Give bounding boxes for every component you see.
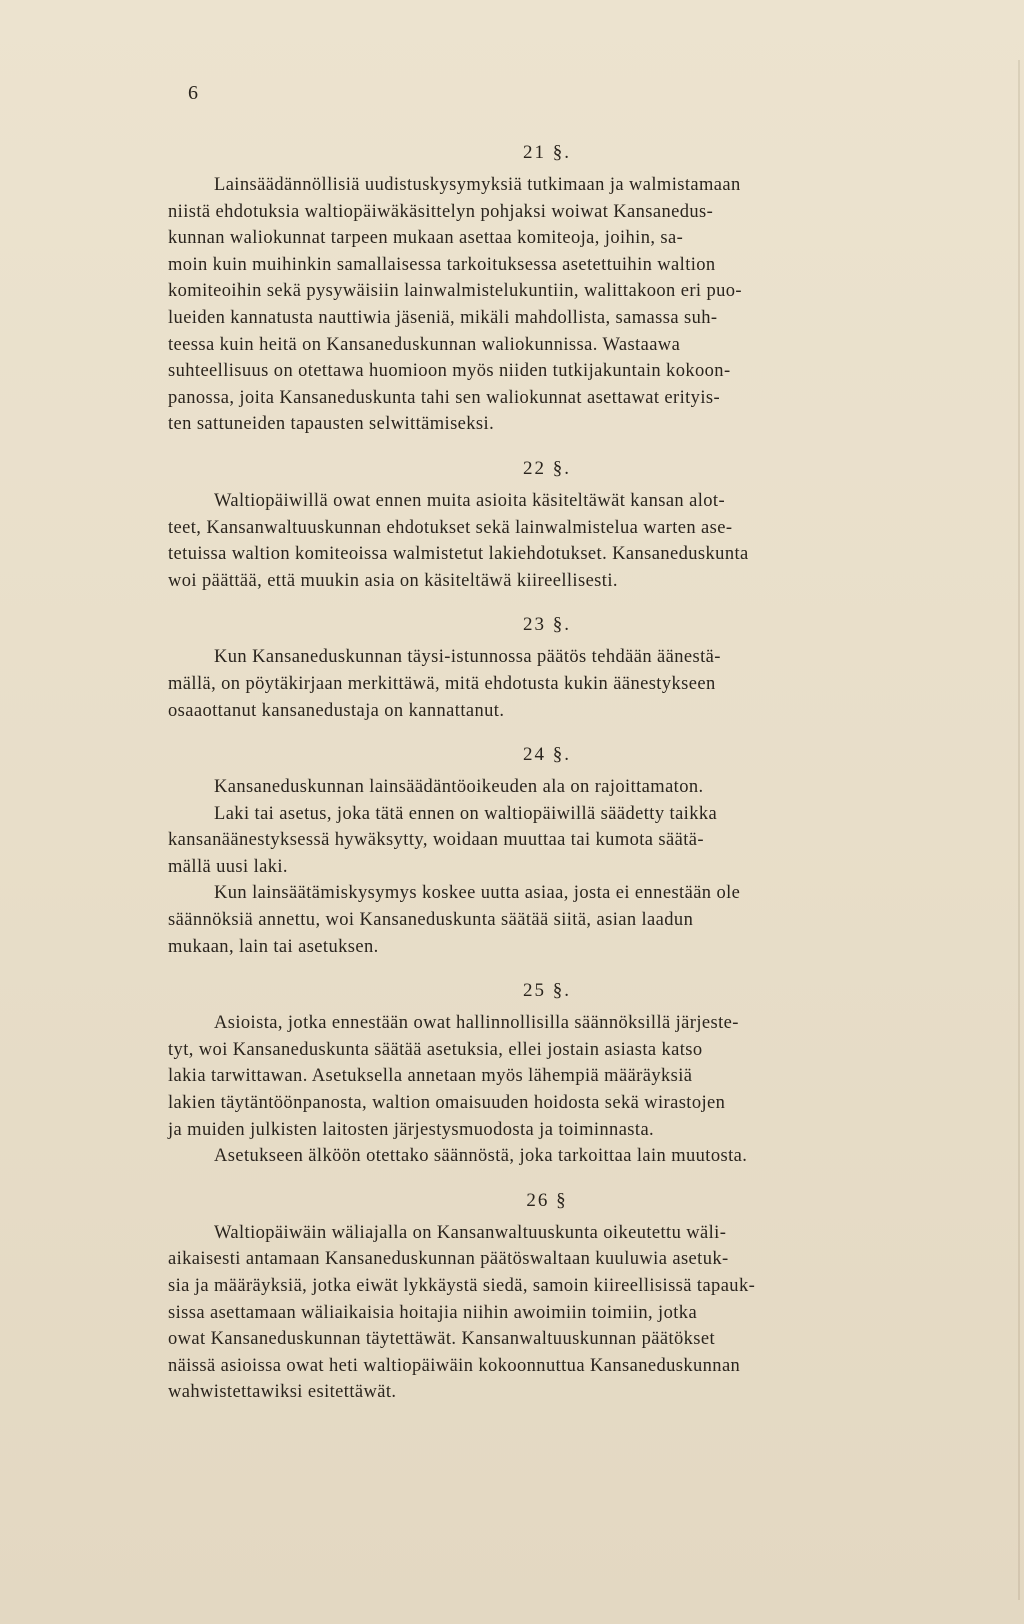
section-24	[168, 742, 926, 960]
text-line: Asioista, jotka ennestään owat hallinnollisilla säännöksillä järjeste-	[214, 1013, 739, 1034]
document-body	[168, 140, 926, 1424]
text-line: mällä, on pöytäkirjaan merkittäwä, mitä ehdotusta kukin äänestykseen	[168, 673, 716, 694]
text-line: tyt, woi Kansaneduskunta säätää asetuksia, ellei jostain asiasta katso	[168, 1039, 703, 1060]
text-line: Lainsäädännöllisiä uudistuskysymyksiä tutkimaan ja walmistamaan	[214, 175, 741, 195]
text-line: kansanäänestyksessä hywäksytty, woidaan muuttaa tai kumota säätä-	[168, 830, 704, 851]
text-line: lakien täytäntöönpanosta, waltion omaisuuden hoidosta sekä wirastojen	[168, 1093, 726, 1114]
text-line: kunnan waliokunnat tarpeen mukaan asettaa komiteoja, joihin, sa-	[168, 228, 684, 249]
text-line: lakia tarwittawan. Asetuksella annetaan myös lähempiä määräyksiä	[168, 1066, 693, 1087]
section-22	[168, 456, 926, 594]
section-heading: 26 §	[526, 1189, 568, 1211]
text-line: niistä ehdotuksia waltiopäiwäkäsittelyn pohjaksi woiwat Kansanedus-	[168, 201, 714, 222]
section-heading: 24 §.	[523, 744, 571, 766]
text-line: Kun lainsäätämiskysymys koskee uutta asiaa, josta ei ennestään ole	[214, 883, 741, 904]
section-text	[168, 1010, 926, 1170]
text-line: Asetukseen älköön otettako säännöstä, joka tarkoittaa lain muutosta.	[214, 1146, 748, 1167]
text-line: Waltiopäiwäin wäliajalla on Kansanwaltuuskunta oikeutettu wäli-	[214, 1222, 727, 1243]
text-line: owat Kansaneduskunnan täytettäwät. Kansanwaltuuskunnan päätökset	[168, 1329, 716, 1350]
text-line: sia ja määräyksiä, jotka eiwät lykkäystä siedä, samoin kiireellisissä tapauk-	[168, 1276, 756, 1296]
text-line: mukaan, lain tai asetuksen.	[168, 936, 379, 957]
text-line: Laki tai asetus, joka tätä ennen on waltiopäiwillä säädetty taikka	[214, 803, 718, 824]
section-heading: 21 §.	[523, 142, 571, 163]
section-heading: 25 §.	[523, 980, 571, 1002]
text-line: mällä uusi laki.	[168, 856, 288, 877]
text-line: aikaisesti antamaan Kansaneduskunnan päätöswaltaan kuuluwia asetuk-	[168, 1249, 729, 1270]
text-line: Kun Kansaneduskunnan täysi-istunnossa päätös tehdään äänestä-	[214, 647, 721, 668]
text-line: suhteellisuus on otettawa huomioon myös niiden tutkijakuntain kokoon-	[168, 361, 731, 382]
section-text	[168, 644, 926, 724]
section-text	[168, 172, 926, 438]
text-line: teessa kuin heitä on Kansaneduskunnan waliokunnissa. Wastaawa	[168, 334, 681, 355]
section-text	[168, 1220, 926, 1406]
text-line: osaaottanut kansanedustaja on kannattanut.	[168, 700, 505, 721]
text-line: Kansaneduskunnan lainsäädäntöoikeuden ala on rajoittamaton.	[214, 777, 704, 798]
section-25	[168, 978, 926, 1170]
text-line: wahwistettawiksi esitettäwät.	[168, 1382, 397, 1403]
section-heading: 22 §.	[523, 457, 571, 479]
text-line: lueiden kannatusta nauttiwia jäseniä, mikäli mahdollista, samassa suh-	[168, 307, 718, 328]
text-line: woi päättää, että muukin asia on käsiteltäwä kiireellisesti.	[168, 570, 618, 591]
text-line: näissä asioissa owat heti waltiopäiwäin kokoonnuttua Kansaneduskunnan	[168, 1355, 741, 1376]
text-line: komiteoihin sekä pysywäisiin lainwalmistelukuntiin, walittakoon eri puo-	[168, 281, 742, 302]
text-line: Waltiopäiwillä owat ennen muita asioita käsiteltäwät kansan alot-	[214, 490, 726, 511]
text-line: tetuissa waltion komiteoissa walmistetut lakiehdotukset. Kansaneduskunta	[168, 544, 749, 565]
text-line: moin kuin muihinkin samallaisessa tarkoituksessa asetettuihin waltion	[168, 254, 716, 275]
section-23	[168, 612, 926, 724]
text-line: säännöksiä annettu, woi Kansaneduskunta säätää siitä, asian laadun	[168, 910, 694, 931]
page-number: 6	[188, 82, 198, 104]
section-text	[168, 488, 926, 594]
text-line: ja muiden julkisten laitosten järjestysmuodosta ja toiminnasta.	[168, 1119, 655, 1140]
text-line: ten sattuneiden tapausten selwittämiseksi.	[168, 414, 495, 435]
text-line: teet, Kansanwaltuuskunnan ehdotukset sekä lainwalmistelua warten ase-	[168, 517, 733, 538]
text-line: panossa, joita Kansaneduskunta tahi sen waliokunnat asettawat erityis-	[168, 387, 721, 408]
section-21	[168, 140, 926, 438]
page-fold	[1018, 60, 1020, 1600]
section-heading: 23 §.	[523, 614, 571, 636]
section-text	[168, 774, 926, 960]
section-26	[168, 1188, 926, 1406]
text-line: sissa asettamaan wäliaikaisia hoitajia niihin awoimiin toimiin, jotka	[168, 1302, 698, 1323]
